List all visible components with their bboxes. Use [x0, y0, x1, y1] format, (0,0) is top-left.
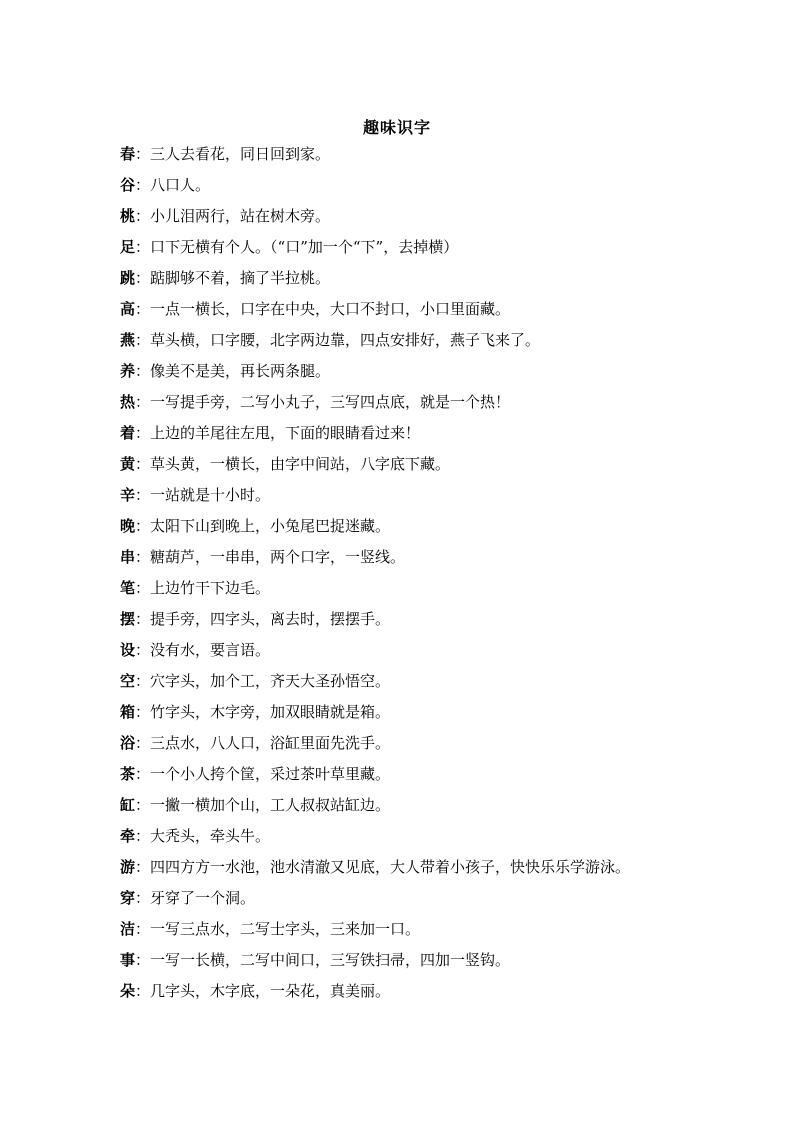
riddle-character: 茶 [120, 765, 136, 783]
riddle-text: 一写一长横，二写中间口，三写铁扫帚，四加一竖钩。 [150, 951, 511, 969]
riddle-text: 几字头，木字底，一朵花，真美丽。 [150, 982, 391, 1000]
riddle-row [120, 918, 700, 949]
riddle-row [120, 639, 700, 670]
riddle-character: 箱 [120, 703, 136, 721]
riddle-separator: ： [135, 548, 151, 566]
riddle-row [120, 391, 700, 422]
riddle-text: 糖葫芦，一串串，两个口字，一竖线。 [150, 548, 406, 566]
riddle-text: 牙穿了一个洞。 [150, 889, 256, 907]
riddle-separator: ： [135, 982, 151, 1000]
riddle-row [120, 980, 700, 1011]
riddle-list [120, 143, 700, 1011]
riddle-separator: ： [135, 331, 151, 349]
riddle-separator: ： [135, 145, 151, 163]
riddle-separator: ： [135, 517, 151, 535]
riddle-character: 高 [120, 300, 136, 318]
riddle-row [120, 825, 700, 856]
riddle-text: 三人去看花，同日回到家。 [150, 145, 331, 163]
riddle-character: 事 [120, 951, 136, 969]
riddle-row [120, 732, 700, 763]
riddle-separator: ： [135, 951, 151, 969]
riddle-row [120, 174, 700, 205]
riddle-separator: ： [135, 424, 151, 442]
riddle-character: 牵 [120, 827, 136, 845]
riddle-text: 一撇一横加个山，工人叔叔站缸边。 [150, 796, 391, 814]
riddle-separator: ： [135, 207, 151, 225]
riddle-character: 游 [120, 858, 136, 876]
riddle-character: 桃 [120, 207, 136, 225]
riddle-character: 串 [120, 548, 136, 566]
riddle-separator: ： [135, 765, 151, 783]
riddle-text: 踮脚够不着，摘了半拉桃。 [150, 269, 331, 287]
riddle-separator: ： [135, 362, 151, 380]
riddle-text: 一站就是十小时。 [150, 486, 271, 504]
riddle-separator: ： [135, 486, 151, 504]
riddle-character: 黄 [120, 455, 136, 473]
riddle-character: 空 [120, 672, 136, 690]
riddle-text: 穴字头，加个工，齐天大圣孙悟空。 [150, 672, 391, 690]
riddle-character: 养 [120, 362, 136, 380]
riddle-text: 一写三点水，二写士字头，三来加一口。 [150, 920, 421, 938]
riddle-separator: ： [135, 579, 151, 597]
riddle-row [120, 856, 700, 887]
riddle-row [120, 267, 700, 298]
riddle-text: 太阳下山到晚上，小兔尾巴捉迷藏。 [150, 517, 391, 535]
riddle-text: 大秃头，牵头牛。 [150, 827, 271, 845]
riddle-separator: ： [135, 889, 151, 907]
riddle-separator: ： [135, 641, 151, 659]
riddle-character: 笔 [120, 579, 136, 597]
riddle-row [120, 205, 700, 236]
riddle-character: 跳 [120, 269, 136, 287]
riddle-character: 辛 [120, 486, 136, 504]
riddle-character: 燕 [120, 331, 136, 349]
riddle-character: 浴 [120, 734, 136, 752]
riddle-separator: ： [135, 920, 151, 938]
riddle-separator: ： [135, 610, 151, 628]
riddle-character: 洁 [120, 920, 136, 938]
riddle-separator: ： [135, 176, 151, 194]
riddle-text: 像美不是美，再长两条腿。 [150, 362, 331, 380]
riddle-text: 上边的羊尾往左甩，下面的眼睛看过来！ [150, 424, 421, 442]
riddle-row [120, 701, 700, 732]
riddle-text: 草头横，口字腰，北字两边靠，四点安排好，燕子飞来了。 [150, 331, 541, 349]
riddle-text: 一点一横长，口字在中央，大口不封口，小口里面藏。 [150, 300, 511, 318]
riddle-row [120, 577, 700, 608]
riddle-row [120, 949, 700, 980]
riddle-character: 缸 [120, 796, 136, 814]
riddle-text: 一写提手旁，二写小丸子，三写四点底，就是一个热！ [150, 393, 511, 411]
riddle-text: 四四方方一水池，池水清澈又见底，大人带着小孩子，快快乐乐学游泳。 [150, 858, 631, 876]
riddle-separator: ： [135, 269, 151, 287]
riddle-separator: ： [135, 703, 151, 721]
riddle-row [120, 515, 700, 546]
riddle-character: 晚 [120, 517, 136, 535]
riddle-text: 小儿泪两行，站在树木旁。 [150, 207, 331, 225]
riddle-row [120, 360, 700, 391]
riddle-text: 口下无横有个人。（“口”加一个“下”，去掉横） [150, 238, 459, 256]
riddle-separator: ： [135, 827, 151, 845]
riddle-row [120, 298, 700, 329]
riddle-separator: ： [135, 734, 151, 752]
riddle-text: 没有水，要言语。 [150, 641, 271, 659]
riddle-separator: ： [135, 455, 151, 473]
riddle-text: 一个小人挎个筐，采过茶叶草里藏。 [150, 765, 391, 783]
riddle-text: 八口人。 [150, 176, 211, 194]
riddle-row [120, 484, 700, 515]
riddle-row [120, 794, 700, 825]
riddle-row [120, 422, 700, 453]
page-title: 趣味识字 [362, 117, 431, 137]
riddle-separator: ： [135, 238, 151, 256]
riddle-character: 谷 [120, 176, 136, 194]
riddle-row [120, 143, 700, 174]
riddle-character: 着 [120, 424, 136, 442]
riddle-character: 穿 [120, 889, 136, 907]
riddle-row [120, 546, 700, 577]
riddle-row [120, 887, 700, 918]
riddle-separator: ： [135, 300, 151, 318]
riddle-character: 足 [120, 238, 136, 256]
riddle-separator: ： [135, 393, 151, 411]
riddle-text: 竹字头，木字旁，加双眼睛就是箱。 [150, 703, 391, 721]
riddle-row [120, 329, 700, 360]
riddle-row [120, 670, 700, 701]
riddle-text: 提手旁，四字头，离去时，摆摆手。 [150, 610, 391, 628]
riddle-character: 摆 [120, 610, 136, 628]
riddle-separator: ： [135, 796, 151, 814]
riddle-row [120, 608, 700, 639]
riddle-row [120, 763, 700, 794]
riddle-row [120, 453, 700, 484]
riddle-character: 朵 [120, 982, 136, 1000]
riddle-character: 热 [120, 393, 136, 411]
riddle-character: 春 [120, 145, 136, 163]
riddle-text: 草头黄，一横长，由字中间站，八字底下藏。 [150, 455, 451, 473]
riddle-text: 上边竹干下边毛。 [150, 579, 271, 597]
riddle-separator: ： [135, 858, 151, 876]
riddle-text: 三点水，八人口，浴缸里面先洗手。 [150, 734, 391, 752]
riddle-character: 设 [120, 641, 136, 659]
riddle-separator: ： [135, 672, 151, 690]
riddle-row [120, 236, 700, 267]
